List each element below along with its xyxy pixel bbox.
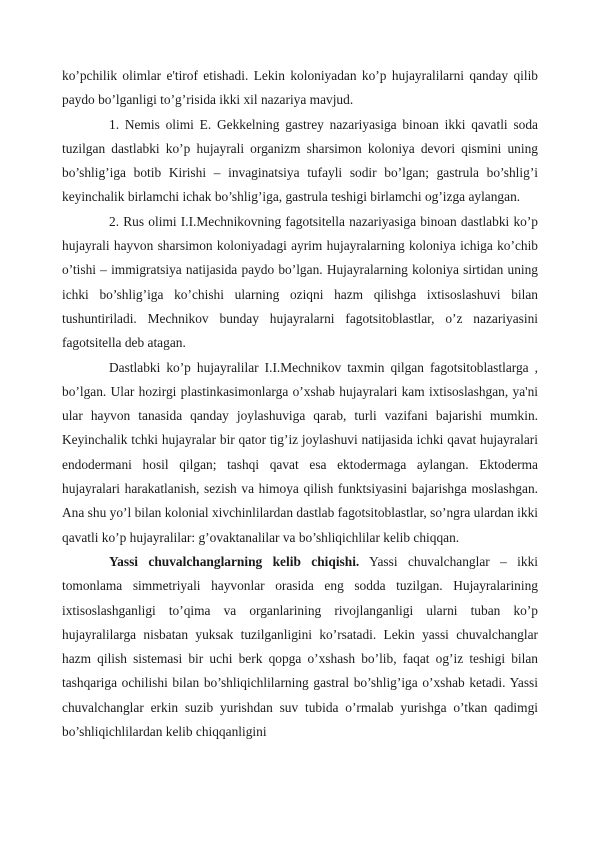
paragraph-early-multicellular: Dastlabki ko’p hujayralilar I.I.Mechnikov taxmin qilgan fagotsitoblastlarga , bo’lgan. Ular hozirgi plastinkasimonlarga o’xshab hujayralari kam ixtisoslashgan, ya'ni ular hayvon tanasida qanday joylashuviga qarab, turli vazifani bajarishi mumkin. Keyinchalik tchki hujayralar bir qator tig’iz joylashuvi natijasida ichki qavat hujayralari endodermani hosil qilgan; tashqi qavat esa ektodermaga aylangan. Ektoderma hujayralari harakatlanish, sezish va himoya qilish funktsiyasini bajarishga moslashgan. Ana shu yo’l bilan kolonial xivchinlilardan dastlab fagotsitoblastlar, so’ngra ulardan ikki qavatli ko’p hujayralilar: g’ovaktanalilar va bo’shliqichlilar kelib chiqqan. [62,359,538,545]
document-page [62,64,538,744]
paragraph-haeckel-theory: 1. Nemis olimi E. Gekkelning gastrey nazariyasiga binoan ikki qavatli soda tuzilgan dastlabki ko’p hujayrali organizm sharsimon koloniya devori qismini uning bo’shlig’iga botib Kirishi – invaginatsiya tufayli sodir bo’lgan; gastrula bo’shlig’i keyinchalik birlamchi ichak bo’shlig’iga, gastrula teshigi birlamchi og’izga aylangan. [62,116,538,205]
paragraph-intro: ko’pchilik olimlar e'tirof etishadi. Lekin koloniyadan ko’p hujayralilarni qanday qilib paydo bo’lganligi to’g’risida ikki xil nazariya mavjud. [62,68,538,108]
section-heading-flatworm-origin: Yassi chuvalchanglarning kelib chiqishi. [109,553,360,569]
paragraph-flatworm-origin-body: Yassi chuvalchanglar – ikki tomonlama simmetriyali hayvonlar orasida eng sodda tuzilgan. Hujayralarining ixtisoslashganligi to’qima va organlarining rivojlanganligi ularni tuban ko’p hujayralilarga nisbatan yuksak tuzilganligini ko’rsatadi. Lekin yassi chuvalchanglar hazm qilish sistemasi bir uchi berk qopga o’xshash bo’lib, faqat og’iz teshigi bilan tashqariga ochilishi bilan bo’shliqichlilarning gastral bo’shlig’iga o’xshab ketadi. Yassi chuvalchanglar erkin suzib yurishdan suv tubida o’rmalab yurishga o’tkan qadimgi bo’shliqichlilardan kelib chiqqanligini [62,553,539,740]
paragraph-mechnikov-theory: 2. Rus olimi I.I.Mechnikovning fagotsitella nazariyasiga binoan dastlabki ko’p hujayrali hayvon sharsimon koloniyadagi ayrim hujayralarning koloniya ichiga ko’chib o’tishi – immigratsiya natijasida paydo bo’lgan. Hujayralarning koloniya sirtidan uning ichki bo’shlig’iga ko’chishi ularning oziqni hazm qilishga ixtisoslashuvi bilan tushuntiriladi. Mechnikov bunday hujayralarni fagotsitoblastlar, o’z nazariyasini fagotsitella deb atagan. [62,213,538,351]
paragraph-flatworm-origin [62,550,538,744]
